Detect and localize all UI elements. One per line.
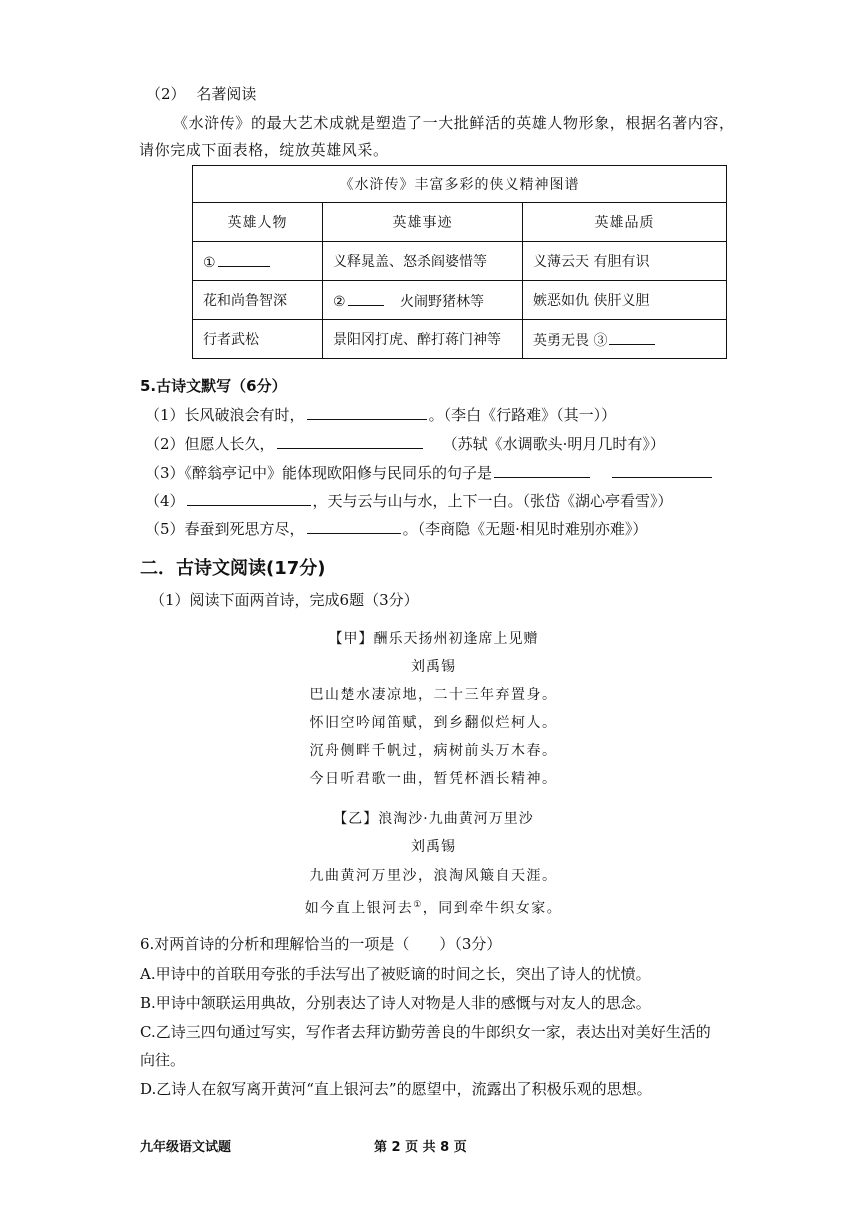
- hero-table: [192, 165, 727, 359]
- poem-b-author: 刘禹锡: [411, 839, 456, 855]
- q5-item-2: （2）但愿人长久， （苏轼《水调歌头·明月几时有》）: [145, 435, 665, 453]
- answer-blank[interactable]: [494, 462, 590, 478]
- table-caption: 《水浒传》丰富多彩的侠义精神图谱: [193, 166, 727, 203]
- answer-blank[interactable]: [612, 462, 712, 478]
- q6-option-c[interactable]: C.乙诗三四句通过写实，写作者去拜访勤劳善良的牛郎织女一家，表达出对美好生活的: [140, 1023, 711, 1041]
- footer-page-number: 第 2 页 共 8 页: [374, 1140, 467, 1155]
- q6-stem: 6.对两首诗的分析和理解恰当的一项是（ ）（3分）: [140, 935, 502, 953]
- table-row: [193, 242, 727, 281]
- table-cell-deed: 景阳冈打虎、醉打蒋门神等: [323, 320, 523, 359]
- table-row: [193, 320, 727, 359]
- poem-a-line: 怀旧空吟闻笛赋，到乡翻似烂柯人。: [309, 715, 558, 731]
- table-header-deed: 英雄事迹: [323, 203, 523, 242]
- q5-item-5: （5）春蚕到死思方尽， 。（李商隐《无题·相见时难别亦难》）: [145, 520, 648, 538]
- table-cell-deed: ② 火闹野猪林等: [323, 281, 523, 320]
- part2-title: 二．古诗文阅读(17分): [140, 558, 326, 579]
- table-cell-hero: ①: [193, 242, 323, 281]
- footnote-marker: ①: [413, 900, 423, 910]
- table-cell-quality: 英勇无畏 ③: [523, 320, 727, 359]
- q5-title: 5.古诗文默写（6分）: [140, 377, 287, 395]
- poem-a-author: 刘禹锡: [411, 659, 456, 675]
- poem-a-line: 沉舟侧畔千帆过，病树前头万木春。: [309, 743, 558, 759]
- table-header-quality: 英雄品质: [523, 203, 727, 242]
- answer-blank[interactable]: [307, 518, 401, 534]
- q5-item-3: （3）《醉翁亭记中》能体现欧阳修与民同乐的句子是: [145, 462, 714, 483]
- answer-blank[interactable]: [277, 433, 423, 449]
- poem-b-line: 九曲黄河万里沙，浪淘风簸自天涯。: [309, 868, 558, 884]
- table-row: [193, 281, 727, 320]
- answer-blank[interactable]: [609, 329, 655, 345]
- reading-intro-line1: 《水浒传》的最大艺术成就是塑造了一大批鲜活的英雄人物形象，根据名著内容，: [173, 114, 735, 132]
- poem-b-title: 【乙】浪淘沙·九曲黄河万里沙: [333, 811, 534, 827]
- q6-option-c-cont: 向往。: [140, 1051, 186, 1069]
- poem-a-line: 今日听君歌一曲，暂凭杯酒长精神。: [309, 771, 558, 787]
- table-header-hero: 英雄人物: [193, 203, 323, 242]
- table-cell-hero: 行者武松: [193, 320, 323, 359]
- table-cell-quality: 义薄云天 有胆有识: [523, 242, 727, 281]
- q6-option-d[interactable]: D.乙诗人在叙写离开黄河“直上银河去”的愿望中，流露出了积极乐观的思想。: [140, 1080, 652, 1098]
- q5-item-4: （4） ，天与云与山与水，上下一白。（张岱《湖心亭看雪》）: [145, 492, 673, 510]
- answer-blank[interactable]: [187, 490, 311, 506]
- footer-exam-name: 九年级语文试题: [140, 1140, 232, 1155]
- section-number: （2）: [146, 85, 186, 103]
- table-cell-deed: 义释晁盖、怒杀阎婆惜等: [323, 242, 523, 281]
- poem-a-title: 【甲】酬乐天扬州初逢席上见赠: [328, 631, 539, 647]
- poem-a-line: 巴山楚水凄凉地，二十三年弃置身。: [309, 687, 558, 703]
- answer-blank[interactable]: [218, 251, 270, 267]
- answer-blank[interactable]: [348, 290, 384, 306]
- q5-item-1: （1）长风破浪会有时， 。（李白《行路难》（其一））: [145, 406, 617, 424]
- q6-option-b[interactable]: B.甲诗中颔联运用典故，分别表达了诗人对物是人非的感慨与对友人的思念。: [140, 994, 651, 1012]
- section-title: 名著阅读: [196, 85, 257, 103]
- poem-b-line: 如今直上银河去①，同到牵牛织女家。: [304, 900, 563, 917]
- part2-subtitle: （1）阅读下面两首诗，完成6题（3分）: [150, 591, 419, 609]
- section-heading: [146, 84, 256, 104]
- table-cell-quality: 嫉恶如仇 侠肝义胆: [523, 281, 727, 320]
- reading-intro-line2: 请你完成下面表格，绽放英雄风采。: [139, 141, 389, 159]
- answer-blank[interactable]: [307, 404, 427, 420]
- q6-option-a[interactable]: A.甲诗中的首联用夸张的手法写出了被贬谪的时间之长，突出了诗人的忧愤。: [140, 965, 651, 983]
- table-cell-hero: 花和尚鲁智深: [193, 281, 323, 320]
